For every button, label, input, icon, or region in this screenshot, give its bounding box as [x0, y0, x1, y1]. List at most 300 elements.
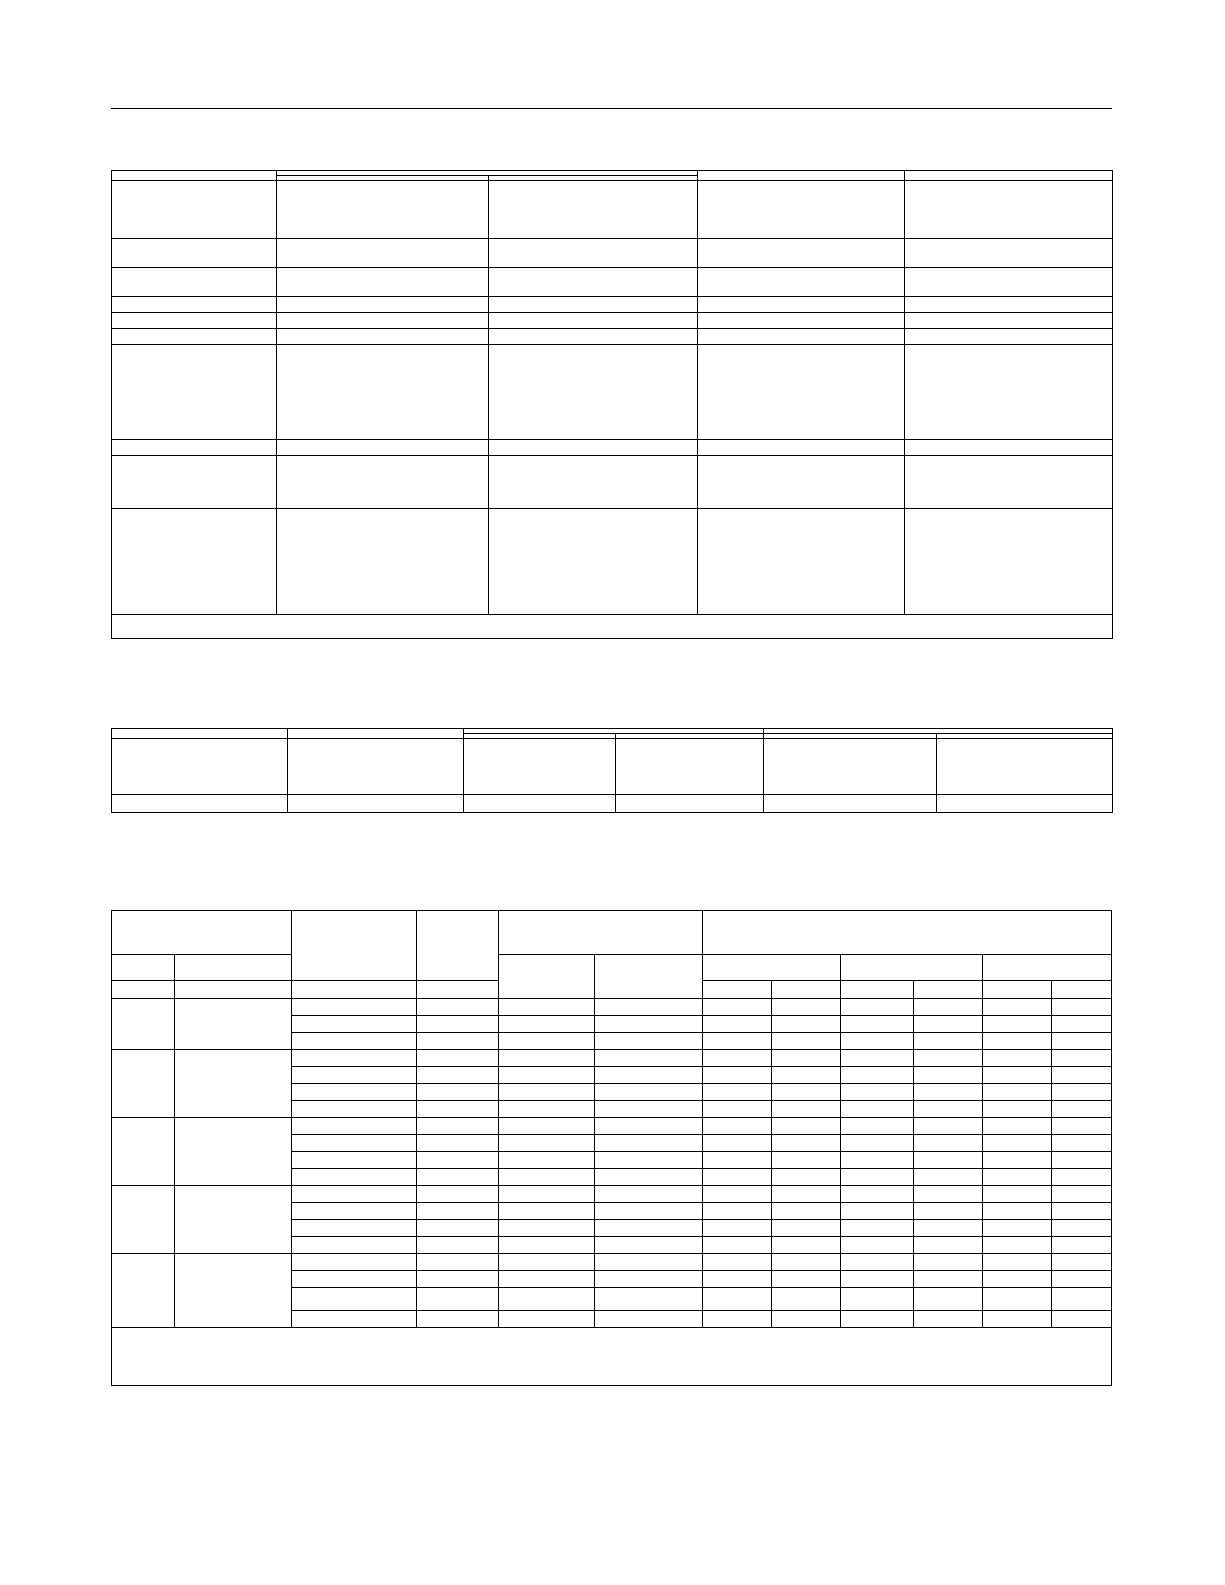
table-1-cell	[905, 239, 1113, 268]
table-3-cell	[498, 1237, 594, 1254]
table-1	[111, 170, 1113, 639]
table-3-cell	[703, 1203, 772, 1220]
table-3-cell	[772, 1203, 841, 1220]
table-3-cell	[291, 999, 416, 1016]
table-1-cell	[277, 268, 489, 297]
table-1-cell	[112, 313, 277, 329]
table-3-row	[112, 1186, 1112, 1203]
table-3-header-row-2	[112, 955, 1112, 981]
table-3-cell	[841, 1016, 914, 1033]
table-3-row	[112, 1118, 1112, 1135]
table-3-cell	[498, 1016, 594, 1033]
table-3-cell	[417, 999, 499, 1016]
table-1-cell	[698, 329, 905, 345]
table-3-cell	[772, 1067, 841, 1084]
table-3-group2-sub1	[498, 955, 594, 999]
table-1-cell	[698, 345, 905, 440]
table-3-cell	[914, 1237, 983, 1254]
table-3-cell	[291, 1186, 416, 1203]
table-2-row	[112, 739, 1113, 795]
table-3-cell	[841, 1254, 914, 1271]
table-3-cell	[417, 1016, 499, 1033]
table-3-cell	[594, 1254, 703, 1271]
table-3-cell	[498, 1203, 594, 1220]
table-1-cell	[112, 345, 277, 440]
table-3-cell	[291, 1169, 416, 1186]
table-3-cell	[841, 1220, 914, 1237]
table-3-cell	[703, 1033, 772, 1050]
table-3	[111, 910, 1112, 1386]
table-3-group-label-a	[112, 999, 175, 1050]
table-1-row	[112, 297, 1113, 313]
table-3-group3-header	[703, 911, 1112, 955]
table-3-cell	[703, 1050, 772, 1067]
table-1-row	[112, 329, 1113, 345]
table-1-row	[112, 313, 1113, 329]
table-2-cell	[764, 795, 937, 813]
table-1-cell	[489, 297, 698, 313]
table-3-cell	[1052, 1152, 1112, 1169]
table-1-row	[112, 181, 1113, 239]
table-3-group3-sub6	[841, 981, 914, 999]
table-3-cell	[841, 1135, 914, 1152]
table-1-cell	[489, 509, 698, 615]
table-3-cell	[1052, 1237, 1112, 1254]
table-3-group-label-a	[112, 1050, 175, 1118]
table-2-col2-header	[288, 729, 464, 739]
table-1-cell	[905, 440, 1113, 456]
table-3-cell	[703, 1288, 772, 1311]
table-1-cell	[905, 509, 1113, 615]
header-divider-rule	[111, 108, 1112, 109]
table-3-cell	[498, 1254, 594, 1271]
table-3-cell	[983, 1050, 1052, 1067]
table-3-cell	[772, 1271, 841, 1288]
table-3-cell	[914, 1288, 983, 1311]
table-1-cell	[905, 456, 1113, 509]
table-3-cell	[291, 1152, 416, 1169]
table-3-cell	[772, 1311, 841, 1328]
table-2-col1-header	[112, 729, 288, 739]
table-3-cell	[498, 1311, 594, 1328]
table-3-cell	[983, 1311, 1052, 1328]
table-3-cell	[1052, 1220, 1112, 1237]
table-2-cell	[112, 795, 288, 813]
table-2	[111, 728, 1113, 813]
table-3-group3-sub-a	[703, 955, 841, 981]
table-3-cell	[291, 1050, 416, 1067]
table-1-cell	[277, 313, 489, 329]
table-1-cell	[277, 329, 489, 345]
table-1-note-row	[112, 615, 1113, 639]
table-3-cell	[1052, 1203, 1112, 1220]
table-3-cell	[703, 1169, 772, 1186]
table-3-cell	[703, 1220, 772, 1237]
table-3-cell	[291, 1254, 416, 1271]
table-1-row	[112, 440, 1113, 456]
table-2-cell	[764, 739, 937, 795]
table-2-cell	[112, 739, 288, 795]
table-3-cell	[983, 999, 1052, 1016]
table-3-cell	[291, 1084, 416, 1101]
table-3-cell	[594, 999, 703, 1016]
table-3-cell	[703, 1186, 772, 1203]
table-1-cell	[905, 345, 1113, 440]
table-1-cell	[489, 345, 698, 440]
table-1-cell	[905, 268, 1113, 297]
table-3-col3-cont	[291, 981, 416, 999]
table-3-cell	[914, 1135, 983, 1152]
table-3-cell	[983, 1271, 1052, 1288]
table-3-cell	[417, 1203, 499, 1220]
table-3-cell	[841, 1067, 914, 1084]
table-1-row	[112, 239, 1113, 268]
table-3-cell	[841, 1084, 914, 1101]
table-3-cell	[594, 1288, 703, 1311]
table-3-cell	[983, 1254, 1052, 1271]
table-3-header-row-1	[112, 911, 1112, 955]
table-3-cell	[983, 1186, 1052, 1203]
table-3-footnote	[112, 1328, 1112, 1386]
table-3-cell	[914, 1186, 983, 1203]
table-3-cell	[1052, 1135, 1112, 1152]
table-2-cell	[937, 795, 1113, 813]
table-1-cell	[112, 181, 277, 239]
table-3-cell	[914, 1169, 983, 1186]
table-3-group-label-b	[174, 999, 291, 1050]
table-1-row	[112, 345, 1113, 440]
table-1-cell	[277, 509, 489, 615]
table-3-cell	[914, 1118, 983, 1135]
table-3-group1-sub2	[174, 955, 291, 981]
table-3-cell	[983, 1101, 1052, 1118]
table-3-cell	[1052, 1169, 1112, 1186]
table-1-cell	[277, 297, 489, 313]
table-3-cell	[417, 1067, 499, 1084]
table-3-row	[112, 1050, 1112, 1067]
table-3-cell	[291, 1101, 416, 1118]
table-3-cell	[594, 1067, 703, 1084]
table-3-cell	[291, 1311, 416, 1328]
table-1-cell	[112, 440, 277, 456]
table-3-cell	[772, 1135, 841, 1152]
table-3-cell	[772, 1169, 841, 1186]
table-3-cell	[772, 1118, 841, 1135]
table-3-group-label-b	[174, 1118, 291, 1186]
table-3-cell	[703, 1237, 772, 1254]
table-1-cell	[698, 509, 905, 615]
table-3-cell	[1052, 1084, 1112, 1101]
table-3-group-label-b	[174, 1050, 291, 1118]
table-1-cell	[489, 456, 698, 509]
table-3-cell	[772, 1152, 841, 1169]
table-3-cell	[914, 1220, 983, 1237]
table-3-cell	[703, 1084, 772, 1101]
table-1-cell	[277, 181, 489, 239]
table-3-cell	[498, 1118, 594, 1135]
table-3-cell	[291, 1220, 416, 1237]
table-3-cell	[983, 1169, 1052, 1186]
table-3-cell	[417, 1118, 499, 1135]
table-3-cell	[594, 1271, 703, 1288]
table-3-cell	[772, 1084, 841, 1101]
table-3-cell	[498, 1220, 594, 1237]
table-3-cell	[841, 1186, 914, 1203]
table-2-cell	[616, 795, 764, 813]
table-1-cell	[277, 456, 489, 509]
table-3-group2-header	[498, 911, 703, 955]
table-3-cell	[841, 1288, 914, 1311]
table-3-cell	[291, 1288, 416, 1311]
table-3-cell	[841, 1271, 914, 1288]
table-3-cell	[291, 1118, 416, 1135]
table-3-cell	[594, 1237, 703, 1254]
table-3-cell	[983, 1220, 1052, 1237]
table-3-cell	[594, 1152, 703, 1169]
table-3-cell	[841, 1118, 914, 1135]
table-3-cell	[703, 1311, 772, 1328]
table-3-group3-sub7	[914, 981, 983, 999]
table-3-cell	[914, 1016, 983, 1033]
table-3-group-label-a	[112, 1118, 175, 1186]
table-3-cell	[291, 1067, 416, 1084]
table-3-cell	[914, 1271, 983, 1288]
table-3-cell	[914, 1084, 983, 1101]
table-3-cell	[594, 1220, 703, 1237]
table-3-group-label-b	[174, 1254, 291, 1328]
table-3-col4-cont	[417, 981, 499, 999]
table-3-cell	[417, 1084, 499, 1101]
table-1-cell	[698, 181, 905, 239]
table-3-cell	[772, 1050, 841, 1067]
table-3-cell	[498, 1050, 594, 1067]
table-3-cell	[1052, 999, 1112, 1016]
table-3-cell	[772, 999, 841, 1016]
table-3-cell	[417, 1169, 499, 1186]
table-3-cell	[417, 1152, 499, 1169]
table-1-cell	[489, 181, 698, 239]
table-1-cell	[112, 456, 277, 509]
table-1-col5-header	[905, 171, 1113, 181]
table-3-cell	[498, 1135, 594, 1152]
table-3-cell	[703, 1016, 772, 1033]
table-3-cell	[417, 1101, 499, 1118]
table-3-cell	[841, 1152, 914, 1169]
table-1-row	[112, 268, 1113, 297]
table-3-cell	[703, 1152, 772, 1169]
table-1-cell	[698, 268, 905, 297]
table-3-col4-header	[417, 911, 499, 981]
table-3-cell	[291, 1016, 416, 1033]
table-3-cell	[1052, 1254, 1112, 1271]
table-3-cell	[594, 1169, 703, 1186]
table-3-cell	[703, 999, 772, 1016]
table-3-cell	[703, 1118, 772, 1135]
table-1-cell	[489, 268, 698, 297]
table-3-cell	[703, 1271, 772, 1288]
table-3-group-label-a	[112, 1186, 175, 1254]
table-3-cell	[841, 1203, 914, 1220]
table-3-cell	[417, 1311, 499, 1328]
table-1-cell	[277, 440, 489, 456]
table-3-cell	[772, 1237, 841, 1254]
table-3-group1-sub2-cont	[174, 981, 291, 999]
table-2-cell	[288, 739, 464, 795]
table-2-row	[112, 795, 1113, 813]
table-3-cell	[983, 1067, 1052, 1084]
table-3-cell	[841, 1237, 914, 1254]
table-3-cell	[498, 1067, 594, 1084]
table-3-cell	[914, 1152, 983, 1169]
table-3-group-label-a	[112, 1254, 175, 1328]
table-3-cell	[772, 1254, 841, 1271]
table-3-cell	[498, 1033, 594, 1050]
table-3-cell	[417, 1254, 499, 1271]
table-1-row	[112, 509, 1113, 615]
table-3-cell	[772, 1016, 841, 1033]
table-3-cell	[498, 1152, 594, 1169]
table-1-cell	[112, 509, 277, 615]
table-3-cell	[841, 999, 914, 1016]
table-1-cell	[112, 329, 277, 345]
table-3-cell	[914, 1067, 983, 1084]
table-3-cell	[703, 1135, 772, 1152]
table-3-cell	[594, 1084, 703, 1101]
table-3-cell	[983, 1152, 1052, 1169]
table-1-cell	[489, 440, 698, 456]
table-3-cell	[291, 1135, 416, 1152]
table-3-cell	[914, 999, 983, 1016]
table-3-cell	[841, 1033, 914, 1050]
table-3-cell	[594, 1016, 703, 1033]
table-3-cell	[914, 1101, 983, 1118]
table-3-cell	[841, 1050, 914, 1067]
table-3-cell	[983, 1016, 1052, 1033]
table-3-cell	[417, 1050, 499, 1067]
table-3-row	[112, 999, 1112, 1016]
table-3-cell	[914, 1311, 983, 1328]
table-3-cell	[983, 1203, 1052, 1220]
table-3-cell	[772, 1220, 841, 1237]
table-1-footnote	[112, 615, 1113, 639]
table-3-cell	[498, 1169, 594, 1186]
table-3-group3-sub-c	[983, 955, 1112, 981]
table-3-cell	[498, 1271, 594, 1288]
table-3-cell	[1052, 1033, 1112, 1050]
table-3-cell	[703, 1254, 772, 1271]
table-3-cell	[594, 1135, 703, 1152]
table-1-col1-header	[112, 171, 277, 181]
table-3-col3-header	[291, 911, 416, 981]
table-3-cell	[594, 1101, 703, 1118]
table-3-cell	[841, 1169, 914, 1186]
table-3-cell	[417, 1288, 499, 1311]
table-1-cell	[905, 329, 1113, 345]
table-3-cell	[417, 1135, 499, 1152]
table-3-group1-sub1	[112, 955, 175, 981]
table-1-cell	[698, 440, 905, 456]
table-3-cell	[498, 1186, 594, 1203]
table-3-group-label-b	[174, 1186, 291, 1254]
table-3-note-row	[112, 1328, 1112, 1386]
table-3-cell	[703, 1067, 772, 1084]
table-1-cell	[905, 297, 1113, 313]
table-3-cell	[914, 1203, 983, 1220]
table-3-cell	[914, 1050, 983, 1067]
table-3-cell	[914, 1033, 983, 1050]
table-1-cell	[698, 456, 905, 509]
table-1-cell	[489, 313, 698, 329]
table-3-cell	[703, 1101, 772, 1118]
table-3-cell	[983, 1084, 1052, 1101]
table-3-cell	[983, 1288, 1052, 1311]
table-3-cell	[594, 1203, 703, 1220]
table-3-group1-sub1-cont	[112, 981, 175, 999]
table-3-cell	[594, 1311, 703, 1328]
table-3-cell	[1052, 1186, 1112, 1203]
table-1-cell	[905, 313, 1113, 329]
table-3-cell	[841, 1311, 914, 1328]
table-3-group3-sub9	[1052, 981, 1112, 999]
table-3-cell	[1052, 1050, 1112, 1067]
table-3-group2-sub2	[594, 955, 703, 999]
table-3-cell	[594, 1118, 703, 1135]
table-3-cell	[983, 1118, 1052, 1135]
table-1-cell	[905, 181, 1113, 239]
table-3-group3-sub4	[703, 981, 772, 999]
table-1-cell	[698, 297, 905, 313]
table-3-cell	[1052, 1067, 1112, 1084]
table-1-cell	[698, 313, 905, 329]
table-3-cell	[594, 1050, 703, 1067]
table-3-cell	[1052, 1118, 1112, 1135]
table-3-cell	[1052, 1311, 1112, 1328]
table-3-cell	[498, 1288, 594, 1311]
table-1-cell	[698, 239, 905, 268]
table-3-cell	[417, 1033, 499, 1050]
table-3-cell	[498, 999, 594, 1016]
table-3-cell	[417, 1186, 499, 1203]
table-3-cell	[772, 1186, 841, 1203]
table-3-cell	[291, 1033, 416, 1050]
table-3-group3-sub8	[983, 981, 1052, 999]
table-1-row	[112, 456, 1113, 509]
table-1-cell	[277, 239, 489, 268]
table-3-cell	[772, 1288, 841, 1311]
table-3-cell	[841, 1101, 914, 1118]
table-3-cell	[594, 1033, 703, 1050]
table-3-cell	[417, 1271, 499, 1288]
table-2-cell	[288, 795, 464, 813]
table-3-cell	[983, 1237, 1052, 1254]
table-3-cell	[1052, 1271, 1112, 1288]
table-3-row	[112, 1254, 1112, 1271]
table-3-cell	[594, 1186, 703, 1203]
table-3-cell	[1052, 1101, 1112, 1118]
table-1-cell	[112, 297, 277, 313]
table-1-cell	[112, 268, 277, 297]
table-2-cell	[616, 739, 764, 795]
table-3-cell	[914, 1254, 983, 1271]
table-3-cell	[498, 1101, 594, 1118]
table-1-col4-header	[698, 171, 905, 181]
table-3-cell	[983, 1033, 1052, 1050]
table-3-group3-sub5	[772, 981, 841, 999]
table-1-cell	[489, 329, 698, 345]
table-3-cell	[291, 1271, 416, 1288]
table-2-cell	[937, 739, 1113, 795]
table-3-cell	[772, 1101, 841, 1118]
